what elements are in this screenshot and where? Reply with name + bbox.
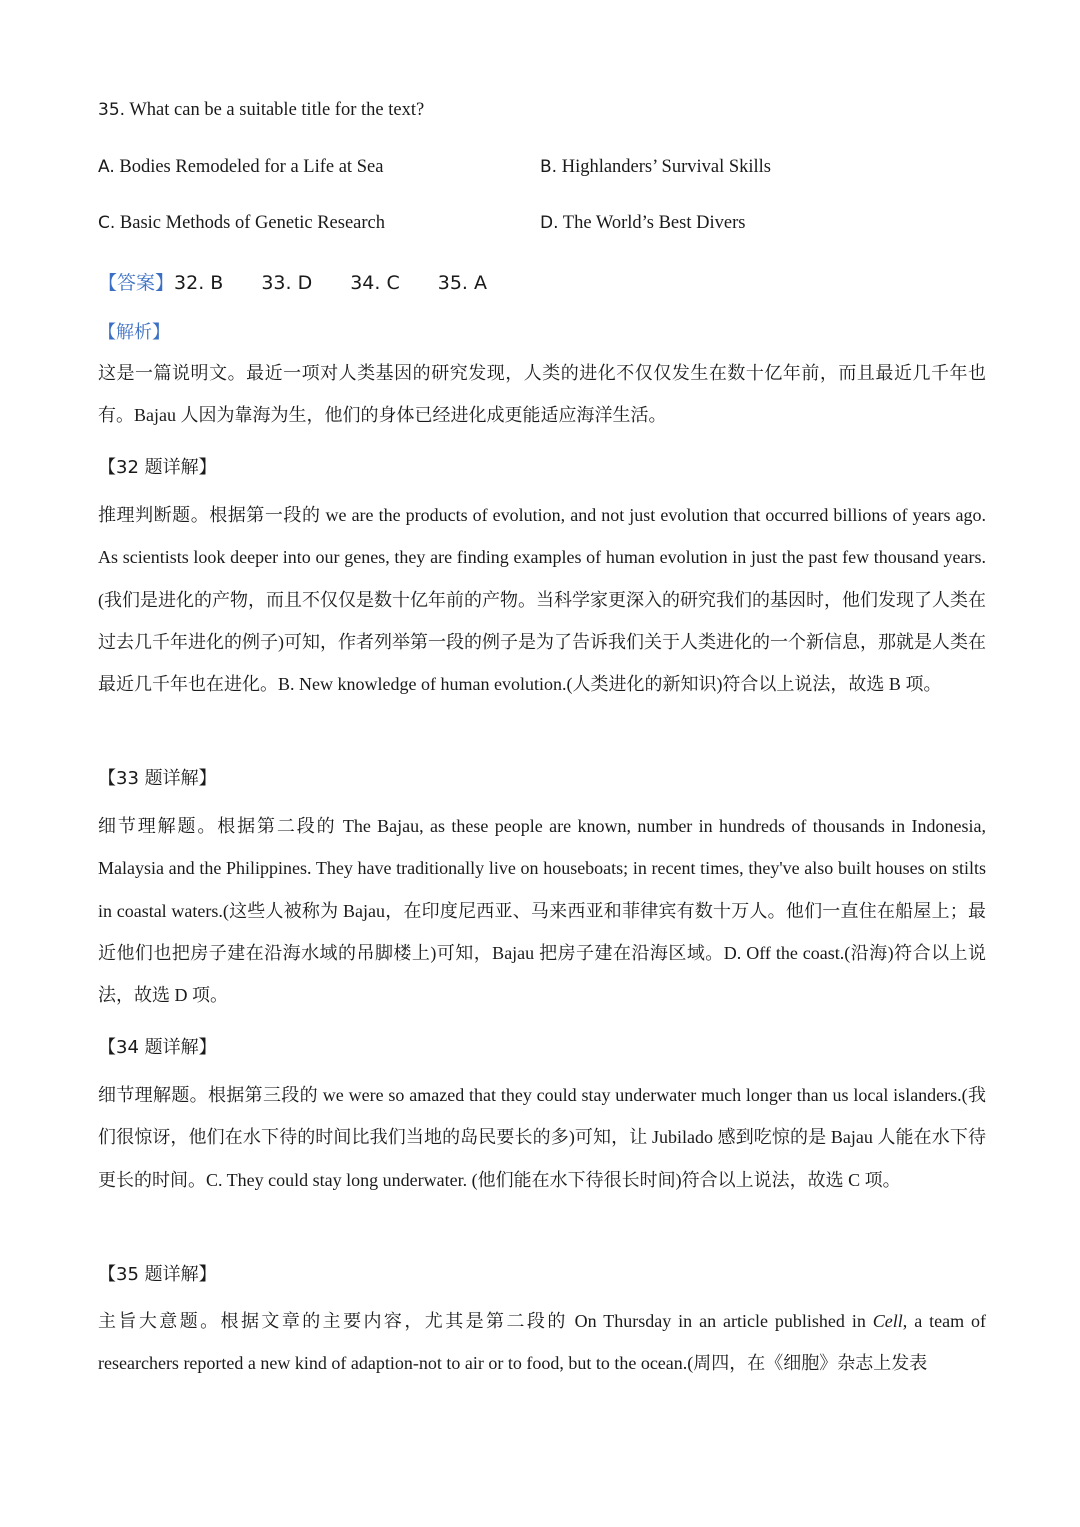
option-d	[540, 213, 745, 234]
detail-34-label: 【34 题详解】	[98, 1037, 217, 1058]
option-a	[98, 157, 383, 178]
option-text: The World’s Best Divers	[558, 213, 746, 233]
detail-32-paragraph: 推理判断题。根据第一段的 we are the products of evolution, and not just evolution that occurred billions of years ago. As scientists look deeper into our genes, they are finding examples of human evolution in just the past few thousand years.(我们是进化的产物，而且不仅仅是数十亿年前的产物。当科学家更深入的研究我们的基因时，他们发现了人类在过去几千年进化的例子)可知，作者列举第一段的例子是为了告诉我们关于人类进化的一个新信息，那就是人类在最近几千年也在进化。B. New knowledge of human evolution.(人类进化的新知识)符合以上说法，故选 B 项。	[98, 505, 986, 695]
detail-35-paragraph	[98, 1300, 986, 1385]
analysis-paragraph: 这是一篇说明文。最近一项对人类基因的研究发现，人类的进化不仅仅发生在数十亿年前，而且最近几千年也有。Bajau 人因为靠海为生，他们的身体已经进化成更能适应海洋生活。	[98, 363, 986, 426]
question-35	[98, 100, 424, 121]
option-letter: A.	[98, 157, 115, 177]
option-text: Highlanders’ Survival Skills	[557, 157, 772, 177]
answer-item: 34. C	[350, 272, 400, 294]
detail-33-paragraph: 细节理解题。根据第二段的 The Bajau, as these people are known, number in hundreds of thousands in Indonesia, Malaysia and the Philippines. They have traditionally live on houseboats; in recent times, they've also built houses on stilts in coastal waters.(这些人被称为 Bajau，在印度尼西亚、马来西亚和菲律宾有数十万人。他们一直住在船屋上；最近他们也把房子建在沿海水域的吊脚楼上)可知，Bajau 把房子建在沿海区域。D. Off the coast.(沿海)符合以上说法，故选 D 项。	[98, 816, 986, 1006]
detail-32-label: 【32 题详解】	[98, 457, 217, 478]
detail-35-text-after: , a team of researchers reported a new kind of adaption-not to air or to food, but to the ocean.(周四，在《细胞》杂志上发表	[98, 1311, 987, 1374]
question-text: What can be a suitable title for the text?	[125, 100, 425, 120]
detail-34-paragraph: 细节理解题。根据第三段的 we were so amazed that they could stay underwater much longer than us local islanders.(我们很惊讶，他们在水下待的时间比我们当地的岛民要长的多)可知，让 Jubilado 感到吃惊的是 Bajau 人能在水下待更长的时间。C. They could stay long underwater. (他们能在水下待很长时间)符合以上说法，故选 C 项。	[98, 1085, 986, 1190]
answer-label: 【答案】	[98, 272, 175, 294]
option-text: Bodies Remodeled for a Life at Sea	[114, 157, 384, 177]
option-c	[98, 213, 385, 234]
answer-item: 35. A	[437, 272, 487, 294]
question-number: 35.	[98, 100, 126, 120]
answer-item: 33. D	[261, 272, 313, 294]
detail-35-text-before: 主旨大意题。根据文章的主要内容，尤其是第二段的 On Thursday in an article published in	[98, 1311, 873, 1331]
option-text: Basic Methods of Genetic Research	[115, 213, 385, 233]
detail-35-label: 【35 题详解】	[98, 1264, 217, 1285]
option-b	[540, 157, 771, 178]
option-letter: B.	[540, 157, 558, 177]
analysis-label: 【解析】	[98, 322, 170, 343]
answer-row	[98, 268, 525, 295]
option-letter: D.	[540, 213, 559, 233]
detail-33-label: 【33 题详解】	[98, 768, 217, 789]
answer-item: 32. B	[174, 272, 224, 294]
option-letter: C.	[98, 213, 116, 233]
journal-title: Cell	[872, 1311, 903, 1331]
